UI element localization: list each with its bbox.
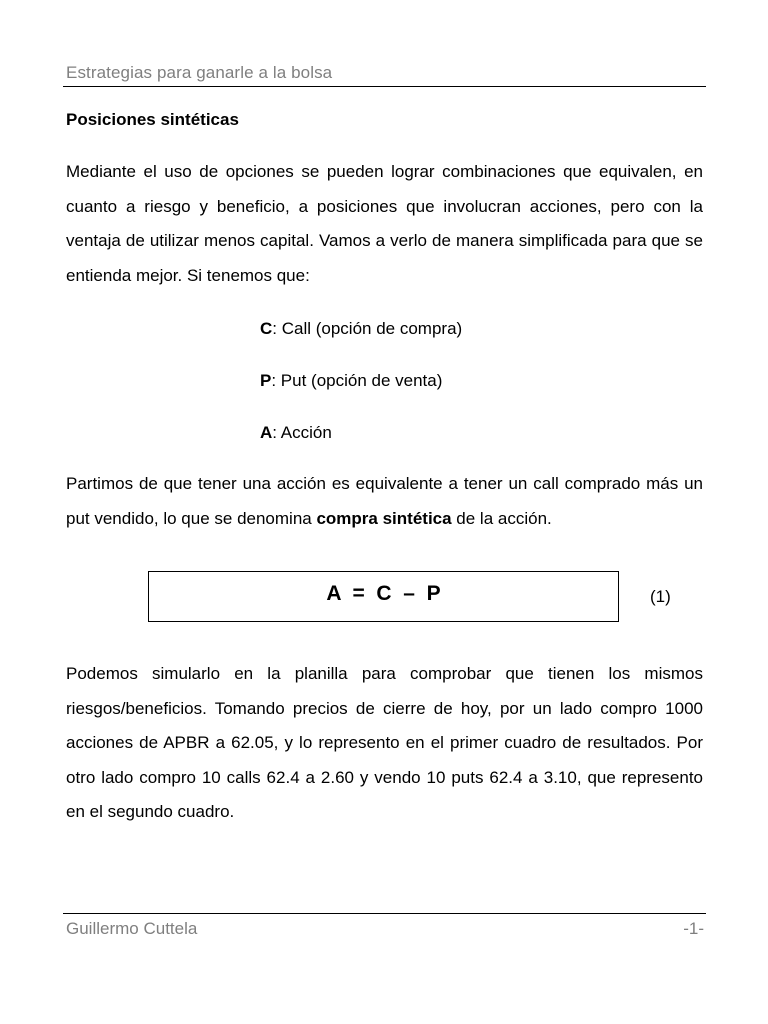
footer-author: Guillermo Cuttela: [66, 919, 198, 938]
intro-paragraph: Mediante el uso de opciones se pueden lograr combinaciones que equivalen, en cuanto a riesgo y beneficio, a posiciones que involucran acciones, pero con la ventaja de utilizar menos capital. Vamos a verlo de manera simplificada para que se entienda mejor. Si tenemos que:: [66, 162, 703, 285]
definition-put: [260, 371, 442, 391]
simulation-paragraph: Podemos simularlo en la planilla para comprobar que tienen los mismos riesgos/beneficios. Tomando precios de cierre de hoy, por un lado compro 1000 acciones de APBR a 62.05, y lo represento en el primer cuadro de resultados. Por otro lado compro 10 calls 62.4 a 2.60 y vendo 10 puts 62.4 a 3.10, que represento en el segundo cuadro.: [66, 664, 703, 821]
formula-text: A = C – P: [326, 582, 441, 605]
equation-number: (1): [650, 587, 671, 606]
paragraph-text: Partimos de que tener una acción es equivalente a tener un call comprado más un put vendido, lo que se denomina: [66, 474, 703, 528]
definition-accion: [260, 423, 332, 443]
section-title: Posiciones sintéticas: [66, 110, 239, 129]
definition-symbol: A: [260, 423, 273, 442]
definition-text: : Put (opción de venta): [271, 371, 443, 390]
definition-symbol: C: [260, 319, 273, 338]
header-divider: [63, 86, 706, 87]
synthetic-paragraph: [66, 467, 703, 536]
footer-divider: [63, 913, 706, 914]
paragraph-text: de la acción.: [451, 508, 552, 528]
definition-call: [260, 319, 462, 339]
formula-box: [148, 571, 619, 622]
page-number: -1-: [683, 919, 704, 938]
paragraph-bold-term: compra sintética: [316, 508, 452, 528]
header-title: Estrategias para ganarle a la bolsa: [66, 63, 333, 82]
definition-text: : Acción: [272, 423, 332, 442]
definition-text: : Call (opción de compra): [272, 319, 463, 338]
definition-symbol: P: [260, 371, 272, 390]
